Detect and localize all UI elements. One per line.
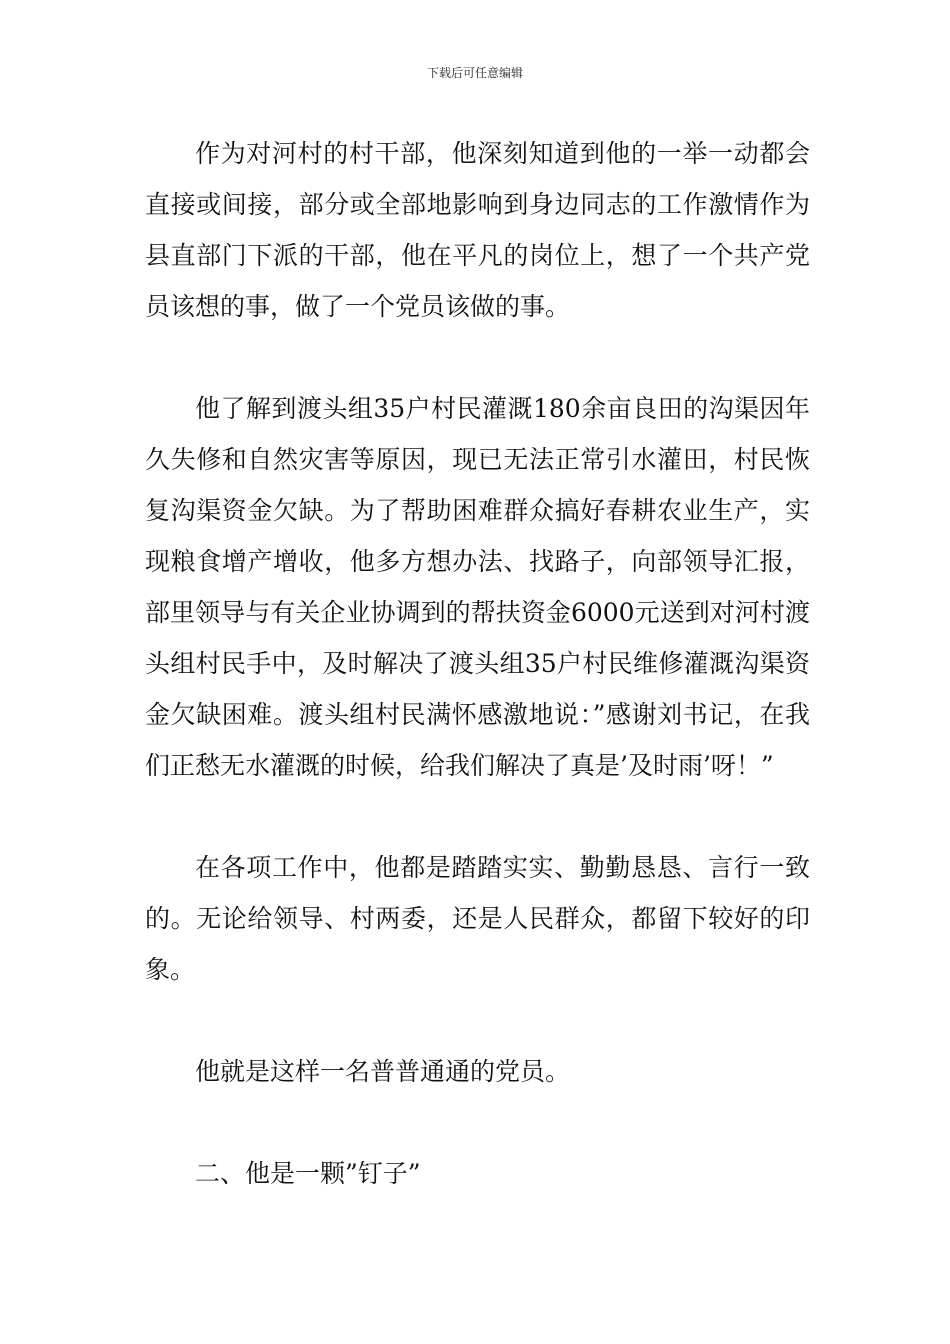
- paragraph-gap: [145, 995, 810, 1046]
- paragraph-gap: [145, 791, 810, 842]
- page-header-note: 下载后可任意编辑: [426, 66, 523, 80]
- paragraph-gap: [145, 332, 810, 383]
- paragraph-3: 在各项工作中，他都是踏踏实实、勤勤恳恳、言行一致的。无论给领导、村两委，还是人民群众，都留下较好的印象。: [145, 853, 810, 984]
- paragraph-4: 他就是这样一名普普通通的党员。: [195, 1057, 571, 1086]
- paragraph-2: 他了解到渡头组35户村民灌溉180余亩良田的沟渠因年久失修和自然灾害等原因，现已无法正常引水灌田，村民恢复沟渠资金欠缺。为了帮助困难群众搞好春耕农业生产，实现粮食增产增收，他多方想办法、找路子，向部领导汇报，部里领导与有关企业协调到的帮扶资金6000元送到对河村渡头组村民手中，及时解决了渡头组35户村民维修灌溉沟渠资金欠缺困难。渡头组村民满怀感激地说：”感谢刘书记，在我们正愁无水灌溉的时候，给我们解决了真是’及时雨’呀！”: [145, 394, 810, 780]
- paragraph-1: 作为对河村的村干部，他深刻知道到他的一举一动都会直接或间接，部分或全部地影响到身边同志的工作激情作为县直部门下派的干部，他在平凡的岗位上，想了一个共产党员该想的事，做了一个党员该做的事。: [145, 139, 810, 321]
- document-body: [145, 128, 810, 1199]
- paragraph-gap: [145, 1097, 810, 1148]
- section-heading: 二、他是一颗”钉子”: [195, 1159, 421, 1188]
